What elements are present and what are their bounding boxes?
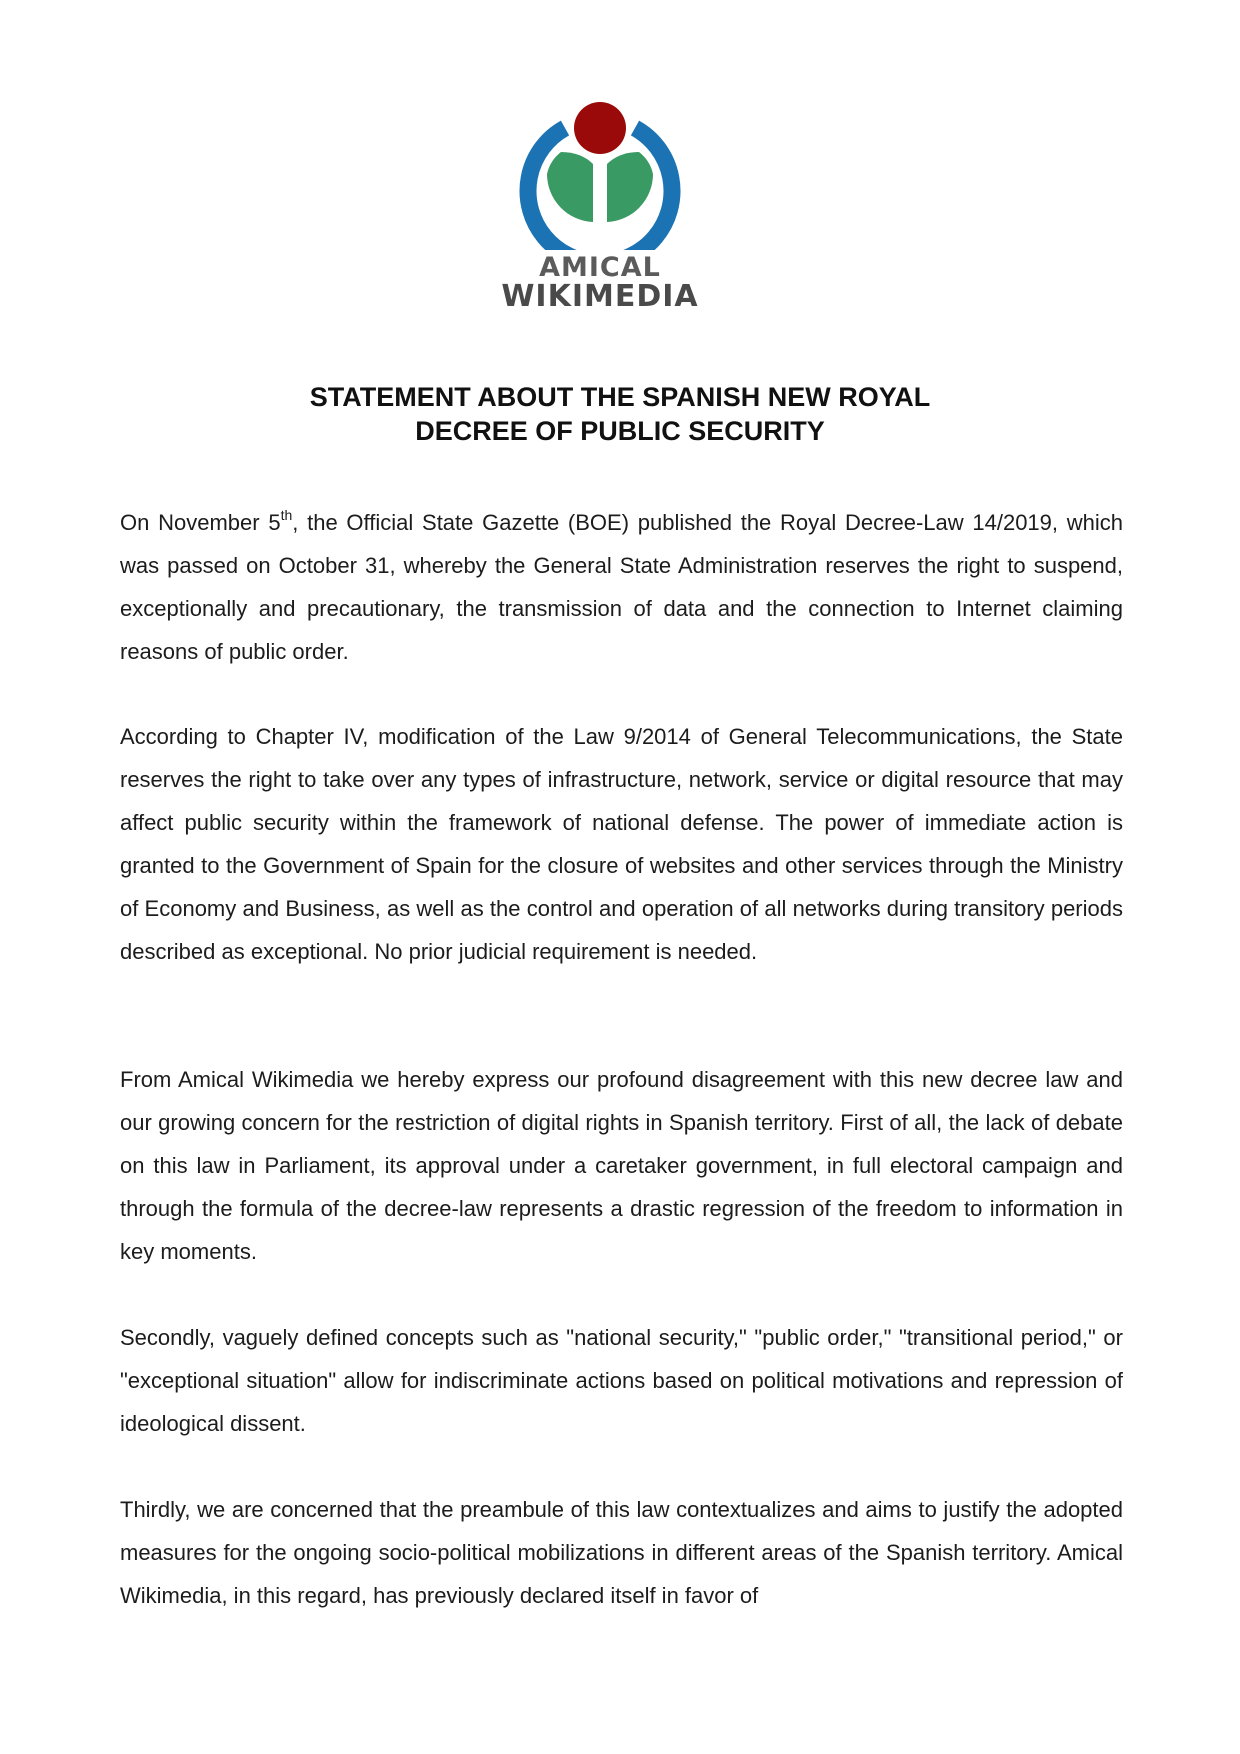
title-line-1: STATEMENT ABOUT THE SPANISH NEW ROYAL bbox=[309, 382, 931, 412]
logo-line-amical: AMICAL bbox=[539, 252, 661, 283]
paragraph-1-rest: , the Official State Gazette (BOE) published the Royal Decree-Law 14/2019, which was passed on October 31, whereby the General State Administration reserves the right to suspend, exceptionally and precautionary, the transmission of data and the connection to Internet claiming reasons of public order. bbox=[120, 510, 1124, 664]
paragraph-1-start: On November 5 bbox=[120, 510, 281, 535]
wikimedia-logo-icon bbox=[495, 100, 705, 250]
paragraph-3: From Amical Wikimedia we hereby express our profound disagreement with this new decree law and our growing concern for the restriction of digital rights in Spanish territory. First of all, the lack of debate on this law in Parliament, its approval under a caretaker government, in full electoral campaign and through the formula of the decree-law represents a drastic regression of the freedom to information in key moments. bbox=[120, 1067, 1123, 1264]
amical-wikimedia-logo bbox=[495, 100, 705, 315]
title-line-2: DECREE OF PUBLIC SECURITY bbox=[415, 416, 825, 446]
paragraph-4: Secondly, vaguely defined concepts such as "national security," "public order," "transitional period," or "exceptional situation" allow for indiscriminate actions based on political motivations and repression of ideological dissent. bbox=[120, 1325, 1123, 1436]
paragraph-2: According to Chapter IV, modification of the Law 9/2014 of General Telecommunications, the State reserves the right to take over any types of infrastructure, network, service or digital resource that may affect public security within the framework of national defense. The power of immediate action is granted to the Government of Spain for the closure of websites and other services through the Ministry of Economy and Business, as well as the control and operation of all networks during transitory periods described as exceptional. No prior judicial requirement is needed. bbox=[120, 724, 1123, 964]
paragraph-5: Thirdly, we are concerned that the preambule of this law contextualizes and aims to justify the adopted measures for the ongoing socio-political mobilizations in different areas of the Spanish territory. Amical Wikimedia, in this regard, has previously declared itself in favor of bbox=[120, 1497, 1123, 1608]
document-title bbox=[120, 380, 1120, 448]
paragraph-1 bbox=[120, 501, 1123, 673]
logo-line-wikimedia: WIKIMEDIA bbox=[501, 279, 699, 314]
ordinal-suffix: th bbox=[280, 506, 293, 523]
